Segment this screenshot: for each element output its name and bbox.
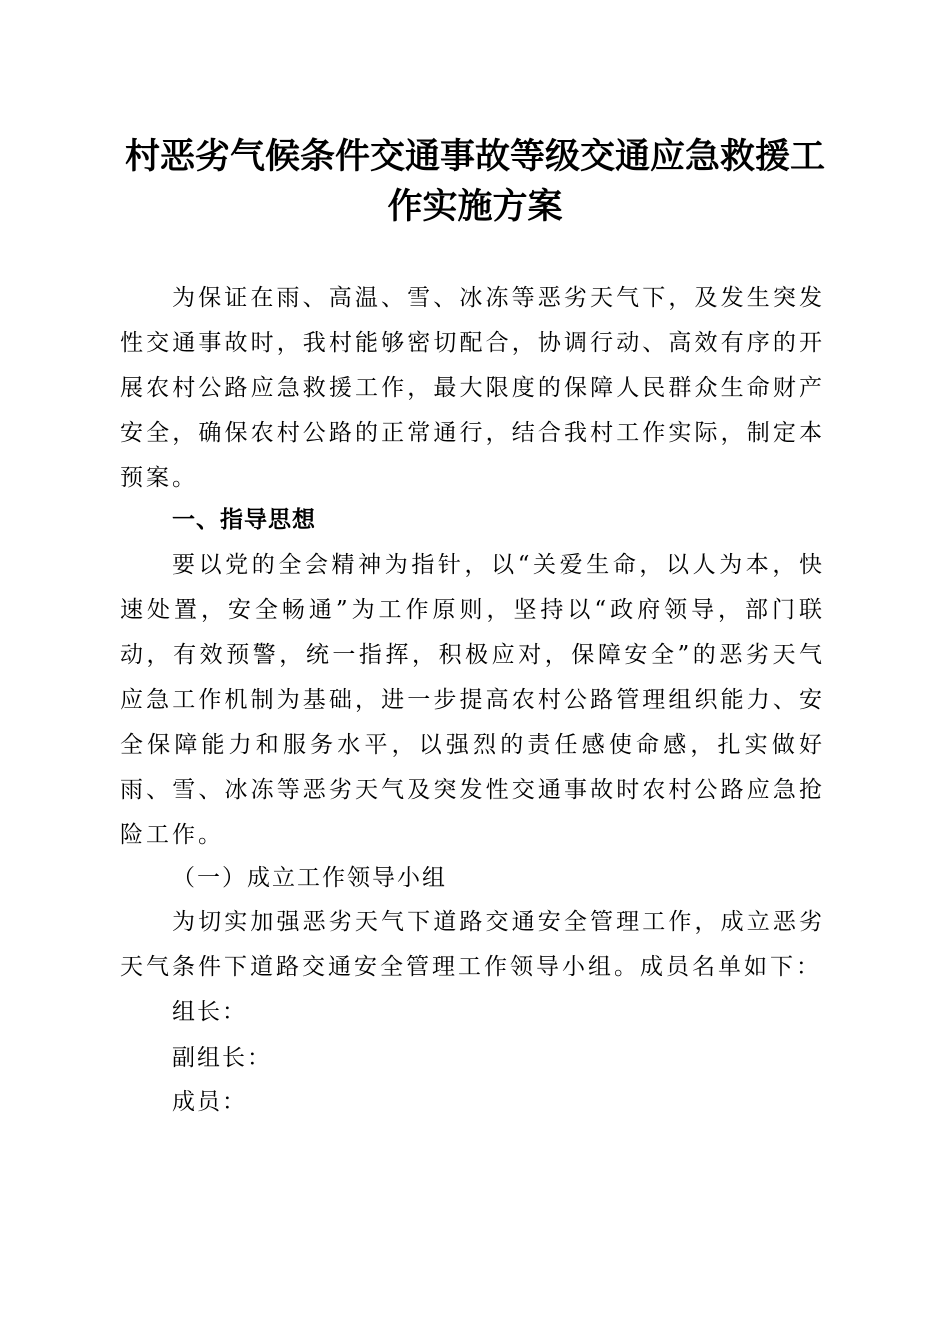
- leadership-group-paragraph: 为切实加强恶劣天气下道路交通安全管理工作，成立恶劣天气条件下道路交通安全管理工作领导小组。成员名单如下：: [120, 909, 825, 980]
- subsection-heading-leadership-group: （一）成立工作领导小组: [172, 865, 447, 891]
- document-title: 村恶劣气候条件交通事故等级交通应急救援工作实施方案: [124, 136, 825, 227]
- guiding-ideology-paragraph: 要以党的全会精神为指针，以“关爱生命，以人为本，快速处置，安全畅通”为工作原则，坚持以“政府领导，部门联动，有效预警，统一指挥，积极应对，保障安全”的恶劣天气应急工作机制为基础，进一步提高农村公路管理组织能力、安全保障能力和服务水平，以强烈的责任感使命感，扎实做好雨、雪、冰冻等恶劣天气及突发性交通事故时农村公路应急抢险工作。: [120, 552, 825, 848]
- members-label: 成员：: [172, 1089, 247, 1115]
- deputy-leader-label: 副组长：: [172, 1045, 272, 1071]
- group-leader-label: 组长：: [172, 999, 247, 1025]
- section-heading-guiding-ideology: 一、指导思想: [172, 507, 316, 533]
- intro-paragraph: 为保证在雨、高温、雪、冰冻等恶劣天气下，及发生突发性交通事故时，我村能够密切配合，协调行动、高效有序的开展农村公路应急救援工作，最大限度的保障人民群众生命财产安全，确保农村公路的正常通行，结合我村工作实际，制定本预案。: [120, 285, 825, 491]
